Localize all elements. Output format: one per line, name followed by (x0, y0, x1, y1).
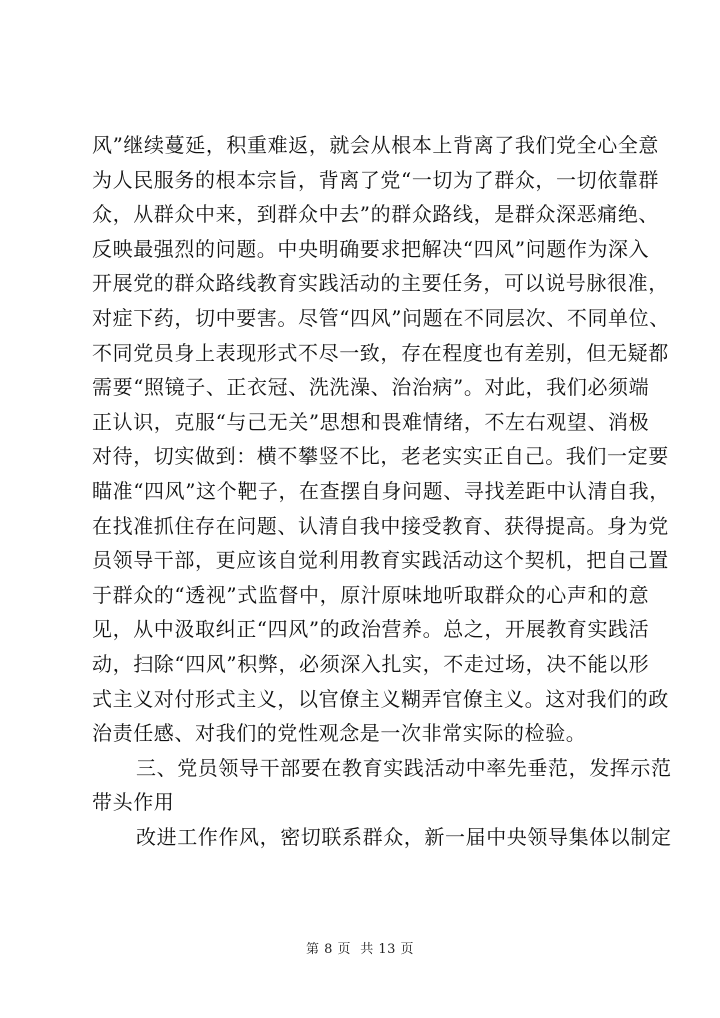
paragraph-line: 为人民服务的根本宗旨，背离了党“一切为了群众，一切依靠群 (92, 167, 660, 192)
paragraph-line: 改进工作作风，密切联系群众，新一届中央领导集体以制定 (136, 824, 672, 849)
paragraph-line: 式主义对付形式主义，以官僚主义糊弄官僚主义。这对我们的政 (92, 686, 669, 711)
paragraph-line: 风”继续蔓延，积重难返，就会从根本上背离了我们党全心全意 (92, 133, 660, 157)
paragraph-line: 见，从中汲取纠正“四风”的政治营养。总之，开展教育实践活 (92, 617, 650, 642)
body-text (92, 128, 672, 854)
paragraph-line: 瞄准“四风”这个靶子，在查摆自身问题、寻找差距中认清自我， (92, 478, 670, 503)
page-number: 第 8 页 共 13 页 (305, 942, 415, 957)
page-footer (0, 938, 720, 957)
paragraph-line: 动，扫除“四风”积弊，必须深入扎实，不走过场，决不能以形 (92, 651, 650, 676)
paragraph-line: 在找准抓住存在问题、认清自我中接受教育、获得提高。身为党 (92, 513, 669, 538)
paragraph-line: 治责任感、对我们的党性观念是一次非常实际的检验。 (92, 721, 587, 746)
paragraph-line: 于群众的“透视”式监督中，原汁原味地听取群众的心声和的意 (92, 582, 650, 607)
paragraph-line: 需要“照镜子、正衣冠、洗洗澡、治治病”。对此，我们必须端 (92, 375, 650, 400)
paragraph-line: 对症下药，切中要害。尽管“四风”问题在不同层次、不同单位、 (92, 305, 670, 330)
paragraph-line: 正认识，克服“与己无关”思想和畏难情绪，不左右观望、消极 (92, 409, 650, 434)
section-heading-line: 带头作用 (92, 790, 175, 815)
paragraph-line: 开展党的群众路线教育实践活动的主要任务，可以说号脉很准， (92, 271, 669, 296)
paragraph-line: 不同党员身上表现形式不尽一致，存在程度也有差别，但无疑都 (92, 340, 669, 365)
section-heading-line: 三、党员领导干部要在教育实践活动中率先垂范，发挥示范 (136, 755, 672, 780)
paragraph-line: 对待，切实做到：横不攀竖不比，老老实实正自己。我们一定要 (92, 444, 669, 469)
paragraph-line: 反映最强烈的问题。中央明确要求把解决“四风”问题作为深入 (92, 236, 650, 261)
paragraph-line: 众，从群众中来，到群众中去”的群众路线，是群众深恶痛绝、 (92, 202, 660, 227)
paragraph-line: 员领导干部，更应该自觉利用教育实践活动这个契机，把自己置 (92, 548, 669, 573)
